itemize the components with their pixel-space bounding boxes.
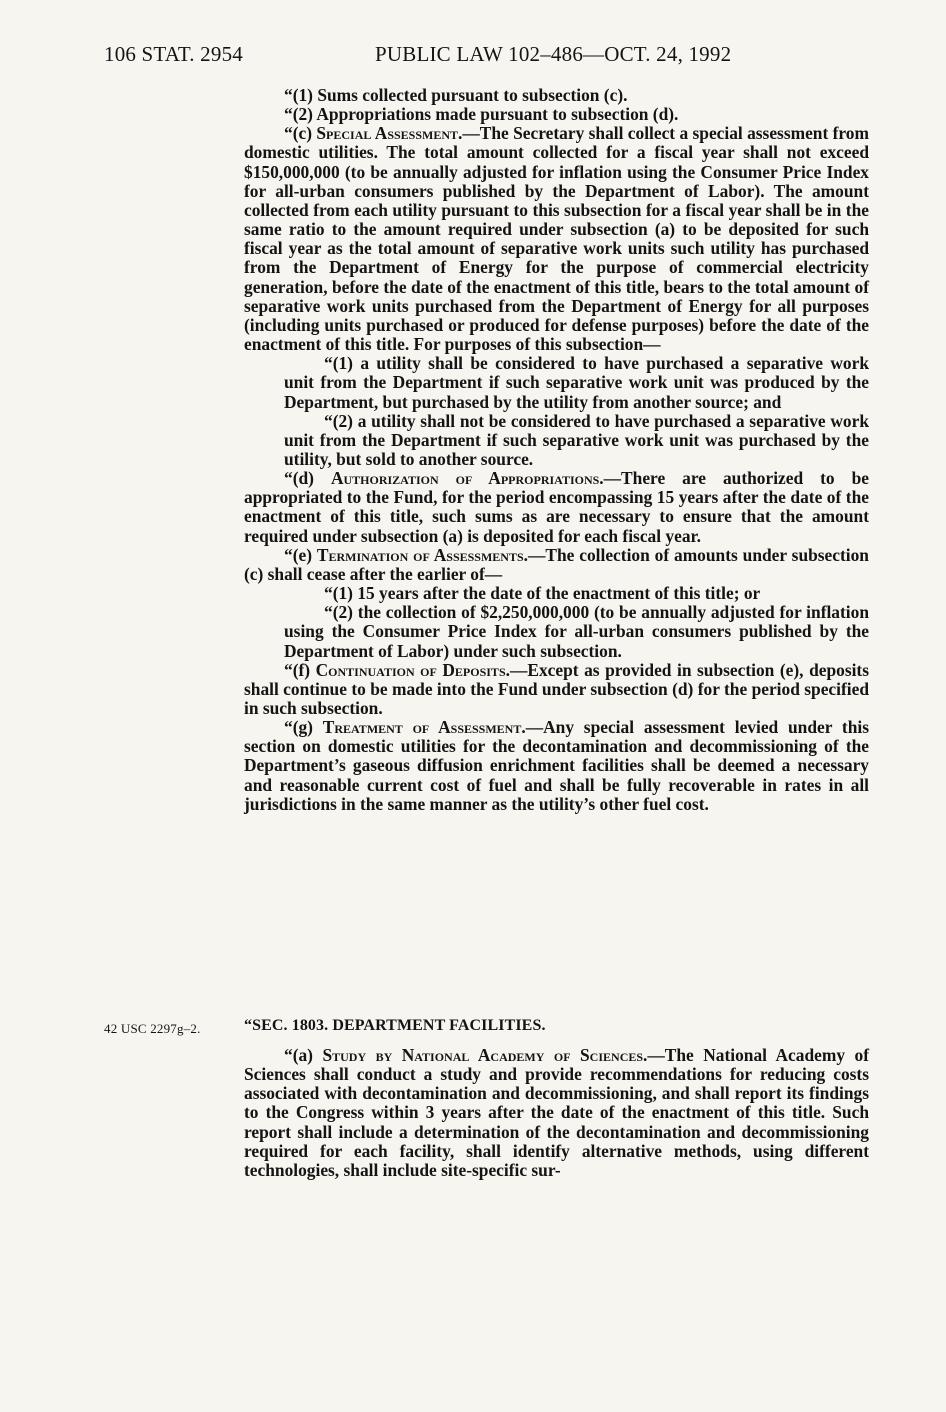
paragraph-e-body: —The collection of amounts under subsection (c) shall cease after the earlier of— [244, 544, 869, 584]
paragraph-a-lead: “(a) [284, 1045, 323, 1065]
paragraph-d-heading: Authorization of Appropriations. [330, 468, 604, 489]
paragraph-f-body: —Except as provided in subsection (e), deposits shall continue to be made into the Fund under subsection (d) for the period specified in such subsection. [244, 659, 869, 718]
page-header-stat: 106 STAT. 2954 [104, 42, 243, 66]
paragraph-a-body: —The National Academy of Sciences shall conduct a study and provide recommendations for reducing costs associated with decontamination and decommissioning, and shall report its findings to the Congress within 3 years after the date of the enactment of this title. Such report shall include a determination of the decontamination and decommissioning required for each facility, shall identify alternative methods, using different technologies, shall include site-specific sur- [244, 1045, 869, 1180]
body-text-upper [244, 86, 869, 814]
paragraph-f [244, 661, 869, 718]
paragraph-g-heading: Treatment of Assessment. [322, 717, 526, 738]
paragraph-c-heading: Special Assessment. [316, 123, 463, 144]
paragraph-g-lead: “(g) [284, 717, 323, 738]
paragraph-e-heading: Termination of Assessments. [316, 544, 528, 565]
paragraph-e [244, 546, 869, 584]
paragraph-b1: “(1) Sums collected pursuant to subsection (c). [284, 85, 628, 105]
section-heading: “SEC. 1803. DEPARTMENT FACILITIES. [244, 1017, 546, 1034]
paragraph-a-heading: Study by National Academy of Sciences. [322, 1045, 648, 1065]
paragraph-d [244, 469, 869, 546]
paragraph-c2: “(2) a utility shall not be considered to have purchased a separative work unit from the Department if such separative work unit was purchased by the utility, but sold to another source. [284, 410, 869, 469]
paragraph-d-lead: “(d) [284, 468, 331, 489]
paragraph-e1: “(1) 15 years after the date of the enactment of this title; or [324, 583, 761, 604]
paragraph-f-lead: “(f) [284, 659, 316, 680]
body-text-lower [244, 1046, 869, 1180]
paragraph-g-body: —Any special assessment levied under this section on domestic utilities for the decontamination and decommissioning of the Department’s gaseous diffusion enrichment facilities shall be deemed a necessary and reasonable current cost of fuel and shall be fully recoverable in rates in all jurisdictions in the same manner as the utility’s other fuel cost. [244, 717, 869, 814]
page-header-law: PUBLIC LAW 102–486—OCT. 24, 1992 [375, 42, 732, 66]
paragraph-f-heading: Continuation of Deposits. [315, 659, 510, 680]
paragraph-c1: “(1) a utility shall be considered to have purchased a separative work unit from the Department if such separative work unit was produced by the Department, but purchased by the utility from another source; and [284, 353, 869, 412]
paragraph-c-lead: “(c) [284, 123, 317, 144]
paragraph-c [244, 124, 869, 354]
paragraph-b2: “(2) Appropriations made pursuant to subsection (d). [284, 104, 679, 125]
paragraph-d-body: —There are authorized to be appropriated to the Fund, for the period encompassing 15 years after the date of the enactment of this title, such sums as are necessary to ensure that the amount required under subsection (a) is deposited for each fiscal year. [244, 468, 869, 546]
paragraph-e2: “(2) the collection of $2,250,000,000 (to be annually adjusted for inflation using the Consumer Price Index for all-urban consumers published by the Department of Labor) under such subsection. [284, 602, 869, 661]
paragraph-c-body: —The Secretary shall collect a special assessment from domestic utilities. The total amount collected for a fiscal year shall not exceed $150,000,000 (to be annually adjusted for inflation using the Consumer Price Index for all-urban consumers published by the Department of Labor). The amount collected from each utility pursuant to this subsection for a fiscal year shall be in the same ratio to the amount required under subsection (a) to be deposited for such fiscal year as the total amount of separative work units such utility has purchased from the Department of Energy for the purpose of commercial electricity generation, before the date of the enactment of this title, bears to the total amount of separative work units purchased from the Department of Energy for all purposes (including units purchased or produced for defense purposes) before the date of the enactment of this title. For purposes of this subsection— [244, 123, 869, 355]
paragraph-g [244, 718, 869, 814]
paragraph-sec1803-a [244, 1046, 869, 1180]
margin-note-usc-citation: 42 USC 2297g–2. [104, 1021, 201, 1036]
paragraph-e-lead: “(e) [284, 544, 317, 565]
